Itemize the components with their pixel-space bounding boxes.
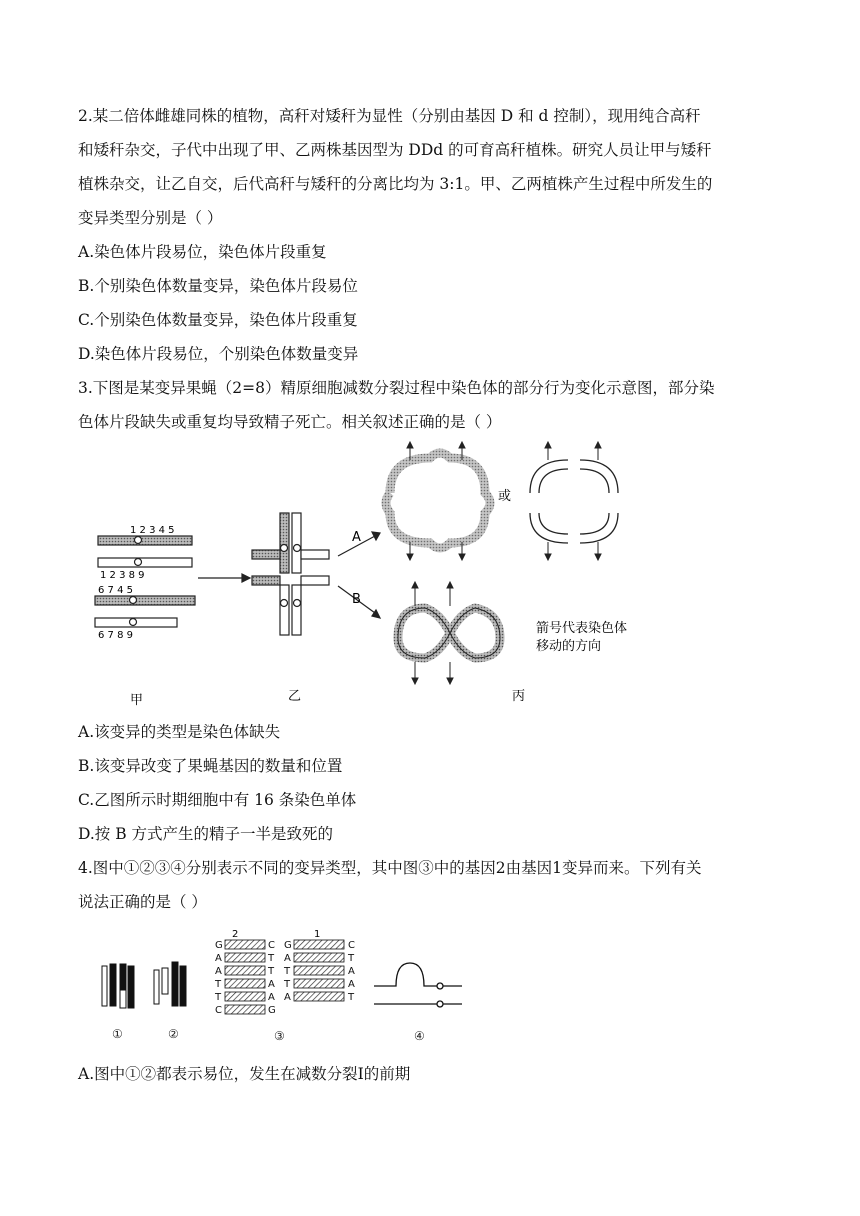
svg-text:T: T (348, 953, 355, 964)
svg-text:G: G (284, 940, 292, 951)
figure-3-dna-left (214, 940, 276, 1016)
svg-text:A: A (215, 966, 222, 977)
gene-2-label: 2 (232, 929, 239, 940)
panel-label-jia: 甲 (130, 693, 144, 708)
panel-yi-cross (252, 513, 329, 635)
figure-label-1: ① (112, 1027, 123, 1041)
panel-jia-chromosomes (95, 536, 195, 627)
q2-stem-line-1: 2.某二倍体雌雄同株的植物，高秆对矮秆为显性（分别由基因 D 和 d 控制），现用纯合高秆 (78, 107, 701, 125)
svg-text:C: C (348, 940, 355, 951)
svg-text:T: T (284, 979, 291, 990)
arrow-label-a: A (352, 530, 361, 545)
figure-3-dna-left-bars (225, 940, 265, 1014)
q3-stem-line-2: 色体片段缺失或重复均导致精子死亡。相关叙述正确的是（ ） (78, 413, 502, 431)
gene-1-label: 1 (314, 929, 321, 940)
q4-stem-line-2: 说法正确的是（ ） (78, 893, 207, 911)
svg-text:C: C (215, 1005, 222, 1016)
arrow-label-b: B (352, 592, 361, 607)
q3-stem-line-1: 3.下图是某变异果蝇（2=8）精原细胞减数分裂过程中染色体的部分行为变化示意图，部分染 (78, 379, 715, 397)
svg-text:T: T (215, 992, 222, 1003)
gene-numbers-row1: 1 2 3 4 5 (130, 525, 175, 536)
gene-numbers-row2: 1 2 3 8 9 (100, 570, 145, 581)
svg-text:T: T (348, 992, 355, 1003)
panel-label-yi: 乙 (288, 689, 302, 704)
figure-3-dna-right-bars (294, 940, 344, 1001)
q3-meiosis-figure (90, 438, 650, 708)
panel-bing-ring-2 (530, 460, 618, 543)
q4-option-a: A.图中①②都表示易位，发生在减数分裂Ⅰ的前期 (78, 1065, 411, 1083)
arrow-jia-to-yi (198, 574, 250, 582)
panel-bing-figure-eight (398, 608, 500, 658)
svg-text:A: A (284, 953, 291, 964)
q3-option-b: B.该变异改变了果蝇基因的数量和位置 (78, 757, 343, 775)
figure-2-chromosomes (154, 962, 186, 1006)
figure-1-chromosomes (102, 964, 134, 1008)
svg-text:C: C (268, 940, 275, 951)
q4-variation-figure (96, 928, 476, 1048)
svg-text:A: A (268, 979, 275, 990)
svg-text:A: A (348, 966, 355, 977)
gene-numbers-row3: 6 7 4 5 (98, 585, 133, 596)
svg-text:A: A (348, 979, 355, 990)
q2-option-b: B.个别染色体数量变异，染色体片段易位 (78, 277, 358, 295)
svg-text:A: A (268, 992, 275, 1003)
figure-4-chromosome-loop (374, 963, 462, 1007)
figure-label-2: ② (168, 1027, 179, 1041)
panel-bing-ring-1 (386, 453, 490, 548)
q4-stem-line-1: 4.图中①②③④分别表示不同的变异类型，其中图③中的基因2由基因1变异而来。下列有关 (78, 859, 702, 877)
svg-text:A: A (215, 953, 222, 964)
q2-option-a: A.染色体片段易位，染色体片段重复 (78, 243, 327, 261)
figure-label-4: ④ (414, 1029, 425, 1043)
svg-text:T: T (268, 953, 275, 964)
legend-line-2: 移动的方向 (536, 639, 602, 654)
gene-numbers-row4: 6 7 8 9 (98, 630, 133, 641)
svg-text:G: G (215, 940, 223, 951)
svg-text:G: G (268, 1005, 276, 1016)
q3-option-a: A.该变异的类型是染色体缺失 (78, 723, 281, 741)
svg-text:T: T (284, 966, 291, 977)
svg-text:T: T (268, 966, 275, 977)
legend-line-1: 箭号代表染色体 (536, 621, 628, 636)
q3-option-c: C.乙图所示时期细胞中有 16 条染色单体 (78, 791, 357, 809)
q2-option-c: C.个别染色体数量变异，染色体片段重复 (78, 311, 358, 329)
svg-text:T: T (215, 979, 222, 990)
q2-option-d: D.染色体片段易位，个别染色体数量变异 (78, 345, 359, 363)
q2-stem-line-2: 和矮秆杂交，子代中出现了甲、乙两株基因型为 DDd 的可育高秆植株。研究人员让甲与矮秆 (78, 141, 712, 159)
or-label: 或 (498, 489, 512, 504)
q3-option-d: D.按 B 方式产生的精子一半是致死的 (78, 825, 334, 843)
figure-label-3: ③ (274, 1029, 285, 1043)
q2-stem-line-4: 变异类型分别是（ ） (78, 209, 223, 227)
q2-stem-line-3: 植株杂交，让乙自交，后代高秆与矮秆的分离比均为 3:1。甲、乙两植株产生过程中所发生的 (78, 175, 713, 193)
panel-label-bing: 丙 (512, 689, 526, 704)
svg-text:A: A (284, 992, 291, 1003)
